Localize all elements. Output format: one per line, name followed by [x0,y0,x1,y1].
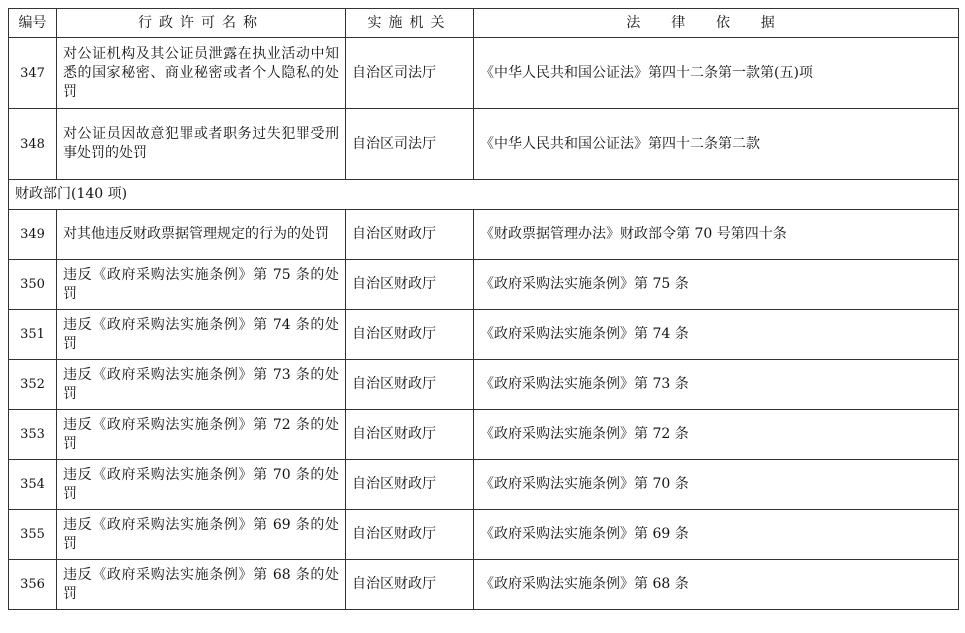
row-agency: 自治区财政厅 [346,510,474,560]
table-row [9,210,959,260]
row-basis: 《财政票据管理办法》财政部令第 70 号第四十条 [474,210,959,260]
row-number: 352 [9,360,57,410]
row-number: 356 [9,560,57,610]
row-name: 违反《政府采购法实施条例》第 75 条的处罚 [57,260,346,310]
row-name: 违反《政府采购法实施条例》第 73 条的处罚 [57,360,346,410]
row-basis: 《政府采购法实施条例》第 68 条 [474,560,959,610]
row-name: 违反《政府采购法实施条例》第 69 条的处罚 [57,510,346,560]
row-agency: 自治区财政厅 [346,310,474,360]
header-permit-name: 行政许可名称 [57,9,346,38]
row-name: 违反《政府采购法实施条例》第 74 条的处罚 [57,310,346,360]
row-agency: 自治区财政厅 [346,210,474,260]
row-basis: 《政府采购法实施条例》第 73 条 [474,360,959,410]
row-agency: 自治区财政厅 [346,360,474,410]
row-agency: 自治区财政厅 [346,410,474,460]
table-row [9,360,959,410]
row-number: 355 [9,510,57,560]
row-agency: 自治区财政厅 [346,460,474,510]
section-row [9,180,959,210]
row-number: 350 [9,260,57,310]
table-row [9,410,959,460]
row-agency: 自治区财政厅 [346,260,474,310]
row-name: 违反《政府采购法实施条例》第 70 条的处罚 [57,460,346,510]
row-basis: 《中华人民共和国公证法》第四十二条第二款 [474,109,959,180]
row-number: 351 [9,310,57,360]
row-number: 349 [9,210,57,260]
row-name: 对其他违反财政票据管理规定的行为的处罚 [57,210,346,260]
section-title: 财政部门(140 项) [9,180,959,210]
row-agency: 自治区财政厅 [346,560,474,610]
row-basis: 《政府采购法实施条例》第 69 条 [474,510,959,560]
table-row [9,510,959,560]
row-name: 对公证员因故意犯罪或者职务过失犯罪受刑事处罚的处罚 [57,109,346,180]
row-number: 347 [9,38,57,109]
row-name: 违反《政府采购法实施条例》第 72 条的处罚 [57,410,346,460]
row-number: 353 [9,410,57,460]
header-agency: 实施机关 [346,9,474,38]
row-name: 对公证机构及其公证员泄露在执业活动中知悉的国家秘密、商业秘密或者个人隐私的处罚 [57,38,346,109]
table-row [9,38,959,109]
row-number: 354 [9,460,57,510]
row-agency: 自治区司法厅 [346,109,474,180]
row-agency: 自治区司法厅 [346,38,474,109]
table-row [9,109,959,180]
row-basis: 《政府采购法实施条例》第 74 条 [474,310,959,360]
table-row [9,310,959,360]
row-name: 违反《政府采购法实施条例》第 68 条的处罚 [57,560,346,610]
table-row [9,260,959,310]
regulation-table [8,8,959,610]
row-number: 348 [9,109,57,180]
row-basis: 《中华人民共和国公证法》第四十二条第一款第(五)项 [474,38,959,109]
row-basis: 《政府采购法实施条例》第 72 条 [474,410,959,460]
table-row [9,560,959,610]
table-row [9,460,959,510]
header-number: 编号 [9,9,57,38]
row-basis: 《政府采购法实施条例》第 70 条 [474,460,959,510]
header-legal-basis: 法律依据 [474,9,959,38]
row-basis: 《政府采购法实施条例》第 75 条 [474,260,959,310]
header-row [9,9,959,38]
